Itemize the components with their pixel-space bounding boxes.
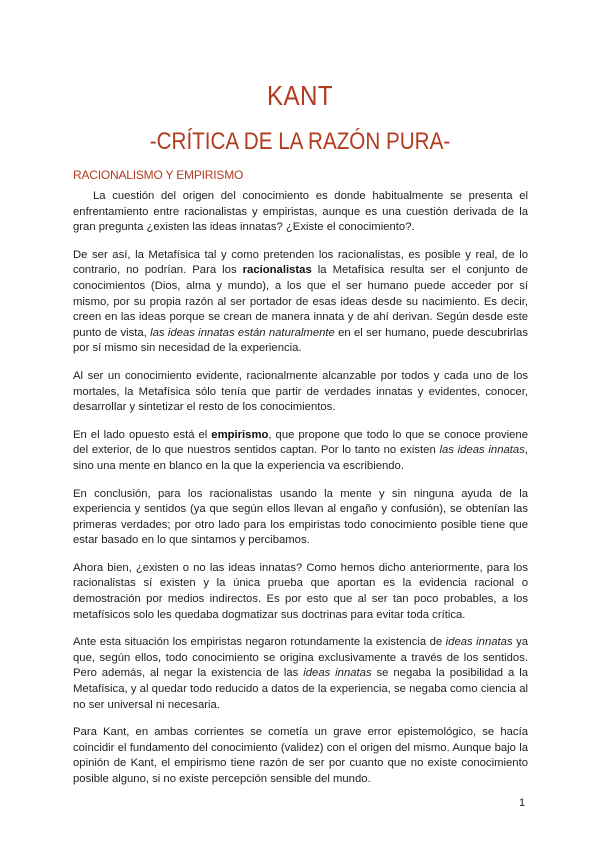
document-body [73, 189, 528, 800]
paragraph-2: De ser así, la Metafísica tal y como pretenden los racionalistas, es posible y real, de lo contrario, no podrían. Para los racionalistas la Metafísica resulta ser el conjunto de conocimientos (Dios, alma y mundo), a los que el ser humano puede acceder por sí mismo, por su propia razón al ser portador de esas ideas desde su nacimiento. Es decir, creen en las ideas porque se crean de manera innata y de ahí derivan. Según desde este punto de vista, las ideas innatas están naturalmente en el ser humano, puede descubrirlas por sí mismo sin necesidad de la experiencia. [73, 248, 529, 355]
paragraph-1: La cuestión del origen del conocimiento es donde habitualmente se presenta el enfrentamiento entre racionalistas y empiristas, aunque es una cuestión derivada de la gran pregunta ¿existen las ideas innatas? ¿Existe el conocimiento?. [73, 190, 528, 234]
paragraph-4: En el lado opuesto está el empirismo, que propone que todo lo que se conoce proviene del exterior, de lo que nuestros sentidos captan. Por lo tanto no existen las ideas innatas, sino una mente en blanco en la que la experiencia va escribiendo. [73, 428, 528, 472]
bold-term-racionalistas: racionalistas [242, 264, 312, 277]
document-title: KANT [267, 80, 333, 111]
document-subtitle: -CRÍTICA DE LA RAZÓN PURA- [149, 128, 451, 155]
italic-phrase: ideas innatas [445, 636, 513, 649]
paragraph-3: Al ser un conocimiento evidente, racionalmente alcanzable por todos y cada uno de los mortales, la Metafísica sólo tenía que partir de verdades innatas y evidentes, conocer, desarrollar y sintetizar el resto de los conocimientos. [73, 369, 528, 414]
section-heading: RACIONALISMO Y EMPIRISMO [73, 168, 244, 182]
paragraph-8: Para Kant, en ambas corrientes se cometía un grave error epistemológico, se hacía coincidir el fundamento del conocimiento (validez) con el origen del mismo. Aunque bajo la opinión de Kant, el empirismo tiene razón de ser por cuanto que no existe conocimiento posible alguno, si no existe percepción sensible del mundo. [73, 726, 528, 785]
bold-term-empirismo: empirismo [211, 428, 269, 441]
italic-phrase: las ideas innatas [439, 444, 525, 457]
italic-phrase: ideas innatas [303, 667, 372, 680]
paragraph-6: Ahora bien, ¿existen o no las ideas innatas? Como hemos dicho anteriormente, para los racionalistas sí existen y la única prueba que aportan es la evidencia racional o demostración por medios indirectos. Es por esto que al ser tan poco probables, a los metafísicos solo les quedaba dogmatizar sus doctrinas para evitar toda crítica. [73, 561, 528, 621]
paragraph-5: En conclusión, para los racionalistas usando la mente y sin ninguna ayuda de la experiencia y sentidos (ya que según ellos llevan al engaño y confusión), se obtenían las primeras verdades; por otro lado para los empiristas todo conocimiento posible tiene que estar basado en lo que sintamos y percibamos. [73, 487, 528, 547]
page-number: 1 [519, 797, 526, 809]
paragraph-7: Ante esta situación los empiristas negaron rotundamente la existencia de ideas innatas ya que, según ellos, todo conocimiento se origina exclusivamente a través de los sentidos. Pero además, al negar la existencia de las ideas innatas se negaba la posibilidad a la Metafísica, y al quedar todo reducido a datos de la experiencia, se negaba como ciencia al no ser universal ni necesaria. [73, 636, 529, 711]
italic-phrase: las ideas innatas están naturalmente [150, 326, 335, 339]
